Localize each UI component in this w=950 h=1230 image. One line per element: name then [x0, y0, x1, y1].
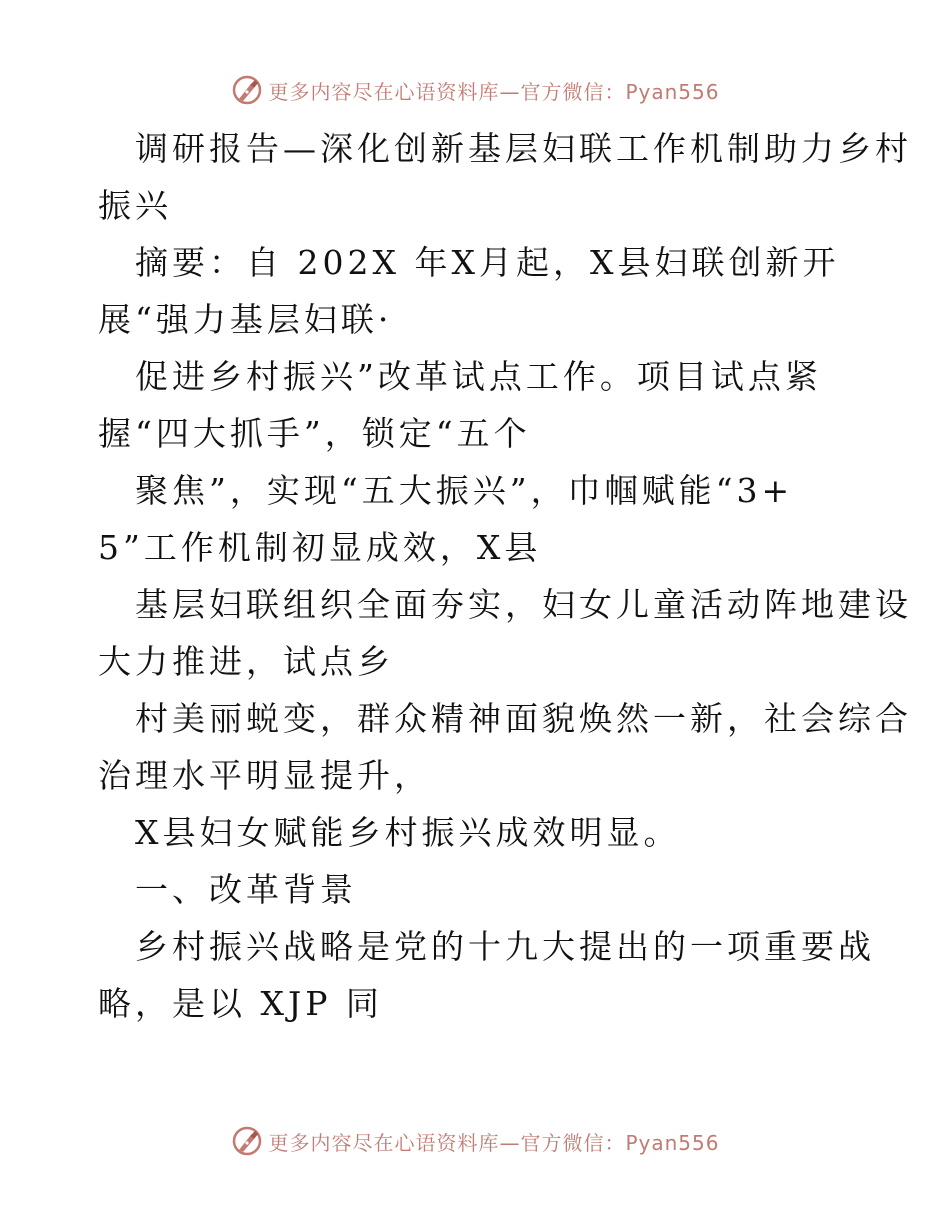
header-watermark	[0, 70, 950, 110]
title-line-2: 振兴	[98, 186, 172, 225]
watermark-text: 更多内容尽在心语资料库—官方微信：Pyan556	[268, 1130, 720, 1155]
footer-watermark	[0, 1121, 950, 1161]
paragraph-line: 握“四大抓手”，锁定“五个	[98, 414, 531, 453]
paragraph-line: 略，是以 XJP 同	[98, 984, 383, 1023]
section-heading: 一、改革背景	[135, 870, 357, 909]
document-body	[98, 120, 912, 1032]
paragraph-line: 5”工作机制初显成效，X县	[98, 528, 542, 567]
paragraph-line: 摘要：自 202X 年X月起，X县妇联创新开	[135, 243, 840, 282]
pen-nib-logo-icon	[230, 1124, 264, 1158]
paragraph-line: 大力推进，试点乡	[98, 642, 394, 681]
pen-nib-logo-icon	[230, 73, 264, 107]
paragraph-line: X县妇女赋能乡村振兴成效明显。	[135, 813, 681, 852]
paragraph-line: 展“强力基层妇联·	[98, 300, 393, 339]
paragraph-line: 村美丽蜕变，群众精神面貌焕然一新，社会综合	[135, 699, 912, 738]
paragraph-line: 基层妇联组织全面夯实，妇女儿童活动阵地建设	[135, 585, 912, 624]
paragraph-line: 聚焦”，实现“五大振兴”，巾帼赋能“3+	[135, 471, 794, 510]
paragraph-line: 治理水平明显提升，	[98, 756, 431, 795]
paragraph-line: 促进乡村振兴”改革试点工作。项目试点紧	[135, 357, 822, 396]
watermark-text: 更多内容尽在心语资料库—官方微信：Pyan556	[268, 79, 720, 104]
paragraph-line: 乡村振兴战略是党的十九大提出的一项重要战	[135, 927, 875, 966]
title-line-1: 调研报告—深化创新基层妇联工作机制助力乡村	[135, 129, 912, 168]
